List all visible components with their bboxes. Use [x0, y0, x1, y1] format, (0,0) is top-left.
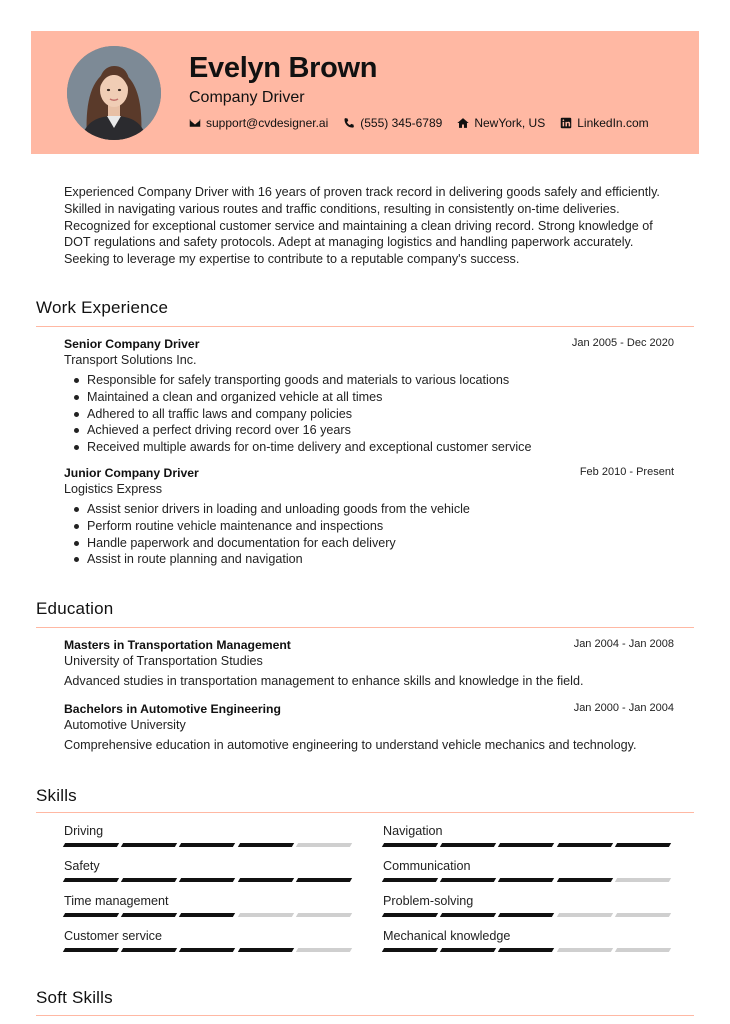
profile-photo — [67, 46, 161, 140]
job-entry — [64, 466, 674, 568]
skill-name: Problem-solving — [383, 894, 474, 908]
skill-name: Mechanical knowledge — [383, 929, 511, 943]
skill-level-segment-filled — [440, 843, 497, 847]
skill-level-segment-filled — [498, 913, 555, 917]
section-divider — [36, 627, 694, 628]
school-name: University of Transportation Studies — [64, 654, 263, 668]
skill-level-segment-filled — [179, 913, 236, 917]
skill-level-segment-filled — [440, 878, 497, 882]
job-bullet: Maintained a clean and organized vehicle at all times — [64, 389, 674, 406]
education-description: Advanced studies in transportation management to enhance skills and knowledge in the field. — [64, 674, 584, 688]
job-bullet: Assist senior drivers in loading and unloading goods from the vehicle — [64, 501, 674, 518]
candidate-name: Evelyn Brown — [189, 52, 378, 84]
job-dates: Jan 2005 - Dec 2020 — [571, 337, 674, 349]
section-title-education: Education — [36, 599, 114, 618]
skill-level-bar — [64, 843, 355, 847]
skill-level-segment-empty — [237, 913, 294, 917]
skill-level-segment-filled — [615, 843, 672, 847]
job-bullet: Perform routine vehicle maintenance and inspections — [64, 518, 674, 535]
education-entry — [64, 702, 674, 752]
job-dates: Feb 2010 - Present — [579, 466, 674, 478]
linkedin-icon — [560, 117, 572, 129]
skill-name: Driving — [64, 824, 104, 838]
skill-level-segment-filled — [440, 913, 497, 917]
job-bullet: Received multiple awards for on-time delivery and exceptional customer service — [64, 439, 674, 456]
job-company: Logistics Express — [64, 482, 162, 496]
skill-item — [383, 894, 674, 917]
contact-linkedin-text: LinkedIn.com — [577, 116, 649, 130]
contact-email[interactable] — [189, 116, 328, 130]
job-role: Senior Company Driver — [64, 337, 200, 351]
skill-level-segment-empty — [296, 913, 353, 917]
skill-name: Navigation — [383, 824, 443, 838]
job-bullets — [64, 372, 674, 456]
skill-level-segment-filled — [63, 843, 120, 847]
section-divider — [36, 326, 694, 327]
education-dates: Jan 2004 - Jan 2008 — [573, 638, 674, 650]
job-bullet: Adhered to all traffic laws and company policies — [64, 406, 674, 423]
skill-level-segment-filled — [179, 948, 236, 952]
education-dates: Jan 2000 - Jan 2004 — [573, 702, 674, 714]
home-icon — [457, 117, 469, 129]
section-divider — [36, 1015, 694, 1016]
skill-item — [64, 824, 355, 847]
skill-level-segment-filled — [63, 878, 120, 882]
skill-level-segment-filled — [296, 878, 353, 882]
contact-location-text: NewYork, US — [474, 116, 546, 130]
education-description: Comprehensive education in automotive engineering to understand vehicle mechanics and technology. — [64, 738, 637, 752]
skill-level-segment-empty — [615, 948, 672, 952]
job-role: Junior Company Driver — [64, 466, 199, 480]
skill-level-segment-filled — [179, 878, 236, 882]
skill-level-segment-empty — [556, 948, 613, 952]
skill-level-segment-filled — [440, 948, 497, 952]
skill-level-segment-filled — [121, 913, 178, 917]
job-bullet: Handle paperwork and documentation for each delivery — [64, 535, 674, 552]
envelope-icon — [189, 117, 201, 129]
job-bullets — [64, 501, 674, 568]
skill-name: Time management — [64, 894, 169, 908]
contact-phone-text: (555) 345-6789 — [360, 116, 443, 130]
skill-level-segment-filled — [121, 948, 178, 952]
skill-level-segment-filled — [237, 878, 294, 882]
section-title-soft-skills: Soft Skills — [36, 988, 113, 1007]
skill-level-segment-filled — [382, 948, 439, 952]
contact-linkedin[interactable] — [560, 116, 648, 130]
skill-level-segment-filled — [556, 878, 613, 882]
skill-level-segment-filled — [121, 878, 178, 882]
skill-level-segment-filled — [63, 913, 120, 917]
skill-level-segment-filled — [179, 843, 236, 847]
job-entry — [64, 337, 674, 456]
skill-level-segment-filled — [121, 843, 178, 847]
degree-name: Masters in Transportation Management — [64, 638, 291, 652]
skill-level-segment-filled — [382, 843, 439, 847]
skill-level-bar — [64, 948, 355, 952]
skill-name: Safety — [64, 859, 100, 873]
degree-name: Bachelors in Automotive Engineering — [64, 702, 281, 716]
skill-level-segment-empty — [615, 913, 672, 917]
skill-level-segment-empty — [296, 843, 353, 847]
job-bullet: Responsible for safely transporting goods and materials to various locations — [64, 372, 674, 389]
skill-level-bar — [383, 878, 674, 882]
skill-level-segment-empty — [615, 878, 672, 882]
skill-level-segment-filled — [498, 878, 555, 882]
skill-name: Communication — [383, 859, 471, 873]
skill-level-bar — [64, 878, 355, 882]
profile-summary: Experienced Company Driver with 16 years of proven track record in delivering goods safely and efficiently. Skilled in navigating various routes and traffic conditions, resulting in consistently on-time deliveries. Recognized for exceptional customer service and maintaining a clean driving record. Strong knowledge of DOT regulations and safety protocols. Adept at managing logistics and handling paperwork accurately. Seeking to leverage my expertise to contribute to a reputable company's success. — [64, 185, 660, 267]
job-bullet: Achieved a perfect driving record over 16 years — [64, 422, 674, 439]
contact-row — [189, 116, 664, 130]
skill-level-segment-empty — [556, 913, 613, 917]
skill-level-segment-filled — [556, 843, 613, 847]
skill-level-segment-empty — [296, 948, 353, 952]
skill-level-segment-filled — [237, 948, 294, 952]
section-divider — [36, 812, 694, 813]
skill-item — [64, 859, 355, 882]
job-company: Transport Solutions Inc. — [64, 353, 197, 367]
contact-phone[interactable] — [343, 116, 442, 130]
profile-photo-illustration — [67, 46, 161, 140]
contact-location — [457, 116, 545, 130]
skill-level-bar — [64, 913, 355, 917]
skill-level-segment-filled — [382, 878, 439, 882]
skill-level-segment-filled — [382, 913, 439, 917]
skill-item — [383, 859, 674, 882]
skill-item — [383, 929, 674, 952]
skill-level-segment-filled — [237, 843, 294, 847]
section-title-skills: Skills — [36, 786, 77, 805]
skill-level-bar — [383, 843, 674, 847]
skill-item — [383, 824, 674, 847]
skill-name: Customer service — [64, 929, 162, 943]
phone-icon — [343, 117, 355, 129]
school-name: Automotive University — [64, 718, 186, 732]
job-bullet: Assist in route planning and navigation — [64, 551, 674, 568]
skill-level-bar — [383, 948, 674, 952]
education-entry — [64, 638, 674, 688]
skill-level-segment-filled — [498, 843, 555, 847]
skill-level-bar — [383, 913, 674, 917]
skill-level-segment-filled — [498, 948, 555, 952]
candidate-title: Company Driver — [189, 89, 305, 106]
resume-header — [31, 31, 699, 154]
skill-item — [64, 929, 355, 952]
contact-email-text: support@cvdesigner.ai — [206, 116, 329, 130]
skill-item — [64, 894, 355, 917]
section-title-work: Work Experience — [36, 298, 169, 317]
skill-level-segment-filled — [63, 948, 120, 952]
